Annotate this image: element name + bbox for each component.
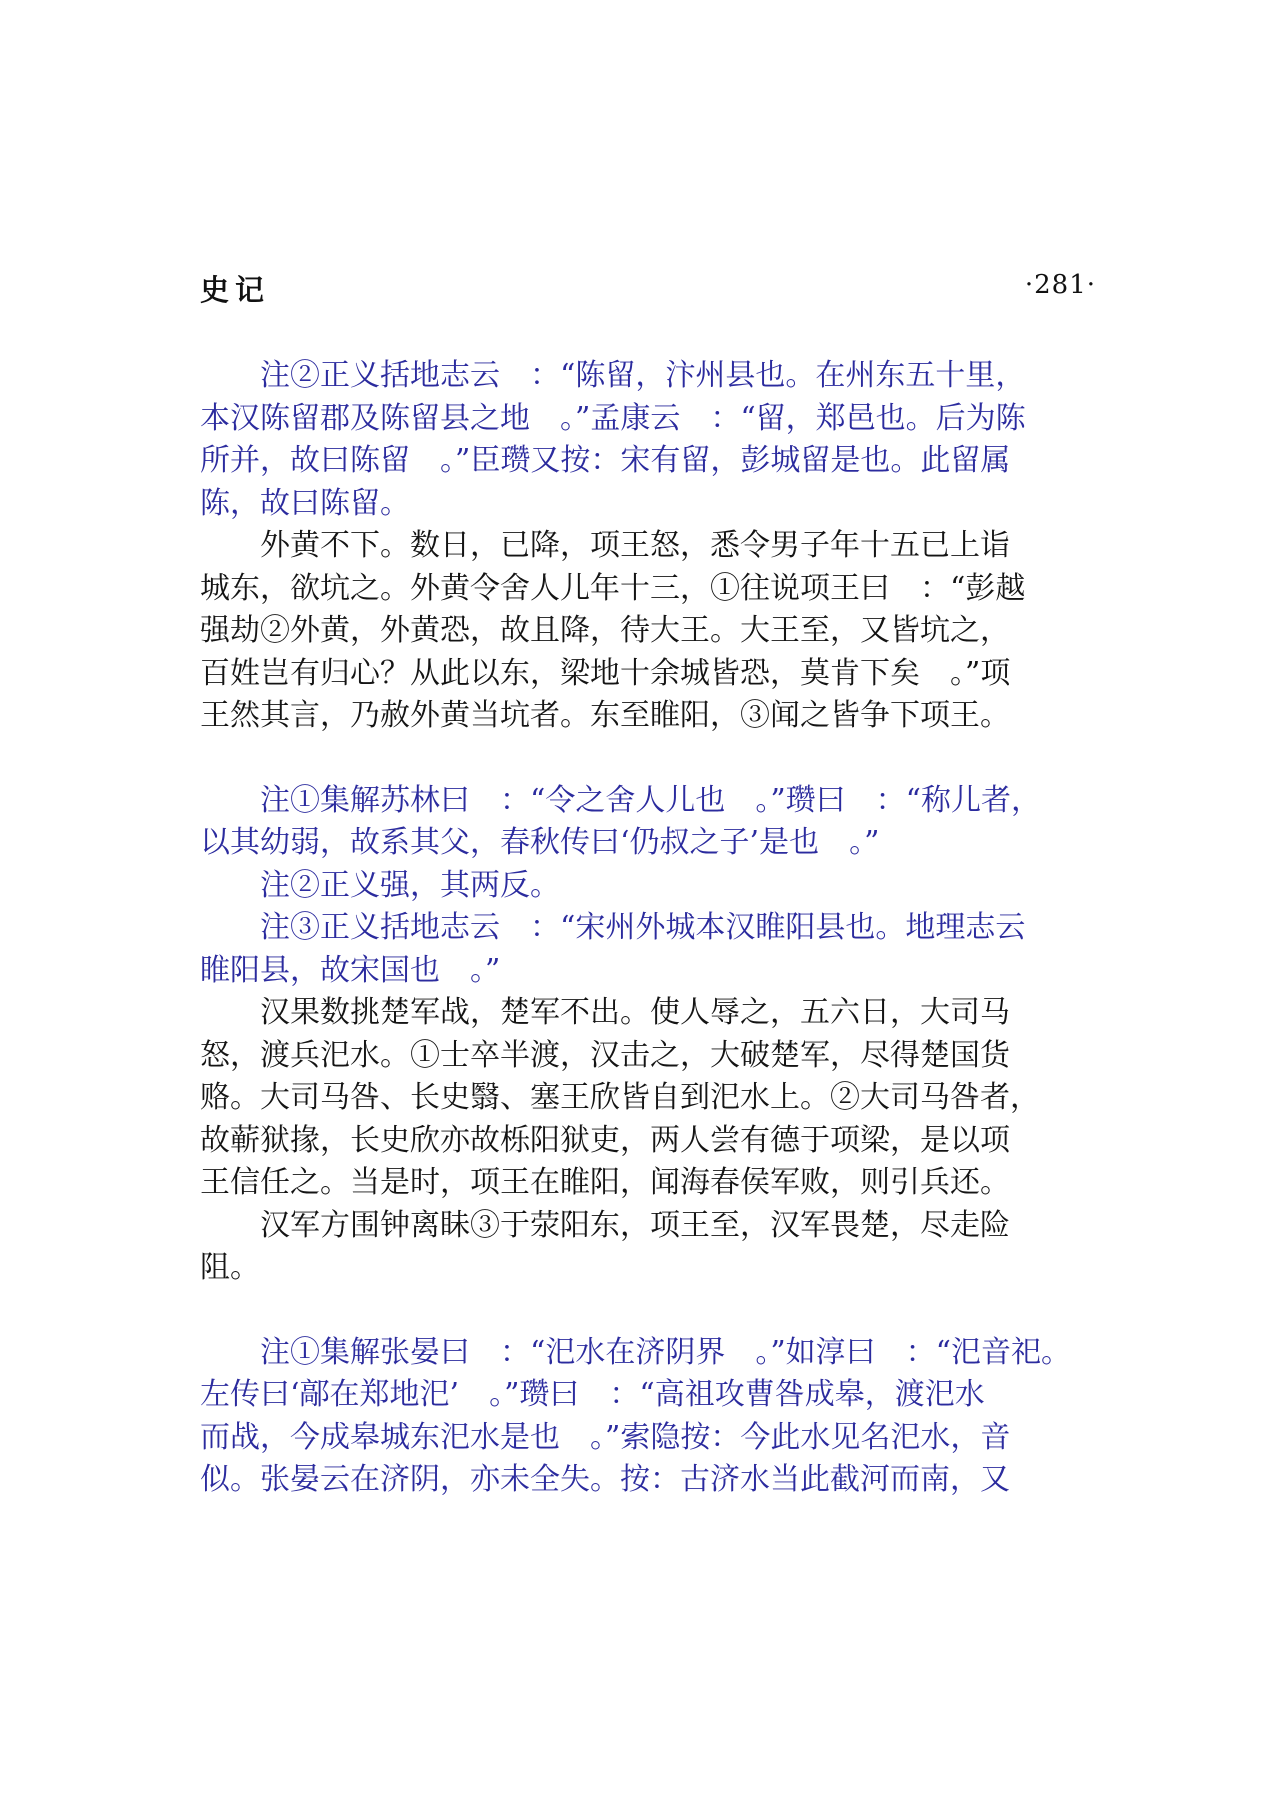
text-line: 注①集解苏林曰 ：“令之舍人儿也 。”瓒曰 ：“称儿者， [200,782,1042,818]
text-line: 城东，欲坑之。外黄令舍人儿年十三，①往说项王曰 ：“彭越 [200,570,1026,606]
annotation-paragraph [200,1332,1120,1502]
text-line: 王然其言，乃赦外黄当坑者。东至睢阳，③闻之皆争下项王。 [200,698,1010,733]
text-line: 陈，故曰陈留。 [200,485,410,521]
paragraph-gap [200,738,1120,780]
text-line: 赂。大司马咎、长史翳、塞王欣皆自到汜水上。②大司马咎者， [200,1080,1040,1115]
annotation-paragraph [200,865,1120,908]
text-line: 王信任之。当是时，项王在睢阳，闻海春侯军败，则引兵还。 [200,1165,1010,1200]
page-content [200,355,1120,1502]
text-line: 外黄不下。数日，已降，项王怒，悉令男子年十五已上诣 [200,528,1010,563]
text-line: 以其幼弱，故系其父，春秋传曰‘仍叔之子’是也 。” [200,825,880,860]
text-line: 阻。 [200,1250,260,1285]
text-line: 强劫②外黄，外黄恐，故且降，待大王。大王至，又皆坑之， [200,613,1010,648]
text-line: 睢阳县，故宋国也 。” [200,952,501,988]
page-number: ·281· [1024,270,1096,300]
text-line: 所并，故曰陈留 。”臣瓒又按：宋有留，彭城留是也。此留属 [200,443,1011,478]
page-header [200,268,1096,308]
text-line: 怒，渡兵汜水。①士卒半渡，汉击之，大破楚军，尽得楚国货 [200,1037,1010,1073]
text-line: 似。张晏云在济阴，亦未全失。按：古济水当此截河而南，又 [200,1462,1010,1497]
text-line: 百姓岂有归心？从此以东，梁地十余城皆恐，莫肯下矣 。”项 [200,655,1011,691]
paragraph-gap [200,1290,1120,1332]
text-line: 注②正义强，其两反。 [200,867,560,903]
text-line: 注①集解张晏曰 ：“汜水在济阴界 。”如淳曰 ：“汜音祀。 [200,1334,1072,1370]
annotation-paragraph [200,907,1120,992]
annotation-paragraph [200,355,1120,525]
text-line: 故蕲狱掾，长史欣亦故栎阳狱吏，两人尝有德于项梁，是以项 [200,1122,1010,1158]
annotation-paragraph [200,780,1120,865]
book-title: 史记 [200,273,271,307]
text-line: 本汉陈留郡及陈留县之地 。”孟康云 ：“留，郑邑也。后为陈 [200,400,1026,436]
text-line: 而战，今成皋城东汜水是也 。”索隐按：今此水见名汜水，音 [200,1419,1011,1455]
text-line: 注③正义括地志云 ：“宋州外城本汉睢阳县也。地理志云 [200,910,1026,945]
main-text-paragraph [200,1205,1120,1290]
text-line: 左传曰‘鄗在郑地汜’ 。”瓒曰 ：“高祖攻曹咎成皋，渡汜水 [200,1377,985,1412]
text-line: 汉果数挑楚军战，楚军不出。使人辱之，五六日，大司马 [200,995,1010,1030]
main-text-paragraph [200,525,1120,738]
text-line: 汉军方围钟离眛③于荥阳东，项王至，汉军畏楚，尽走险 [200,1207,1010,1243]
text-line: 注②正义括地志云 ：“陈留，汴州县也。在州东五十里， [200,358,1026,393]
main-text-paragraph [200,992,1120,1205]
